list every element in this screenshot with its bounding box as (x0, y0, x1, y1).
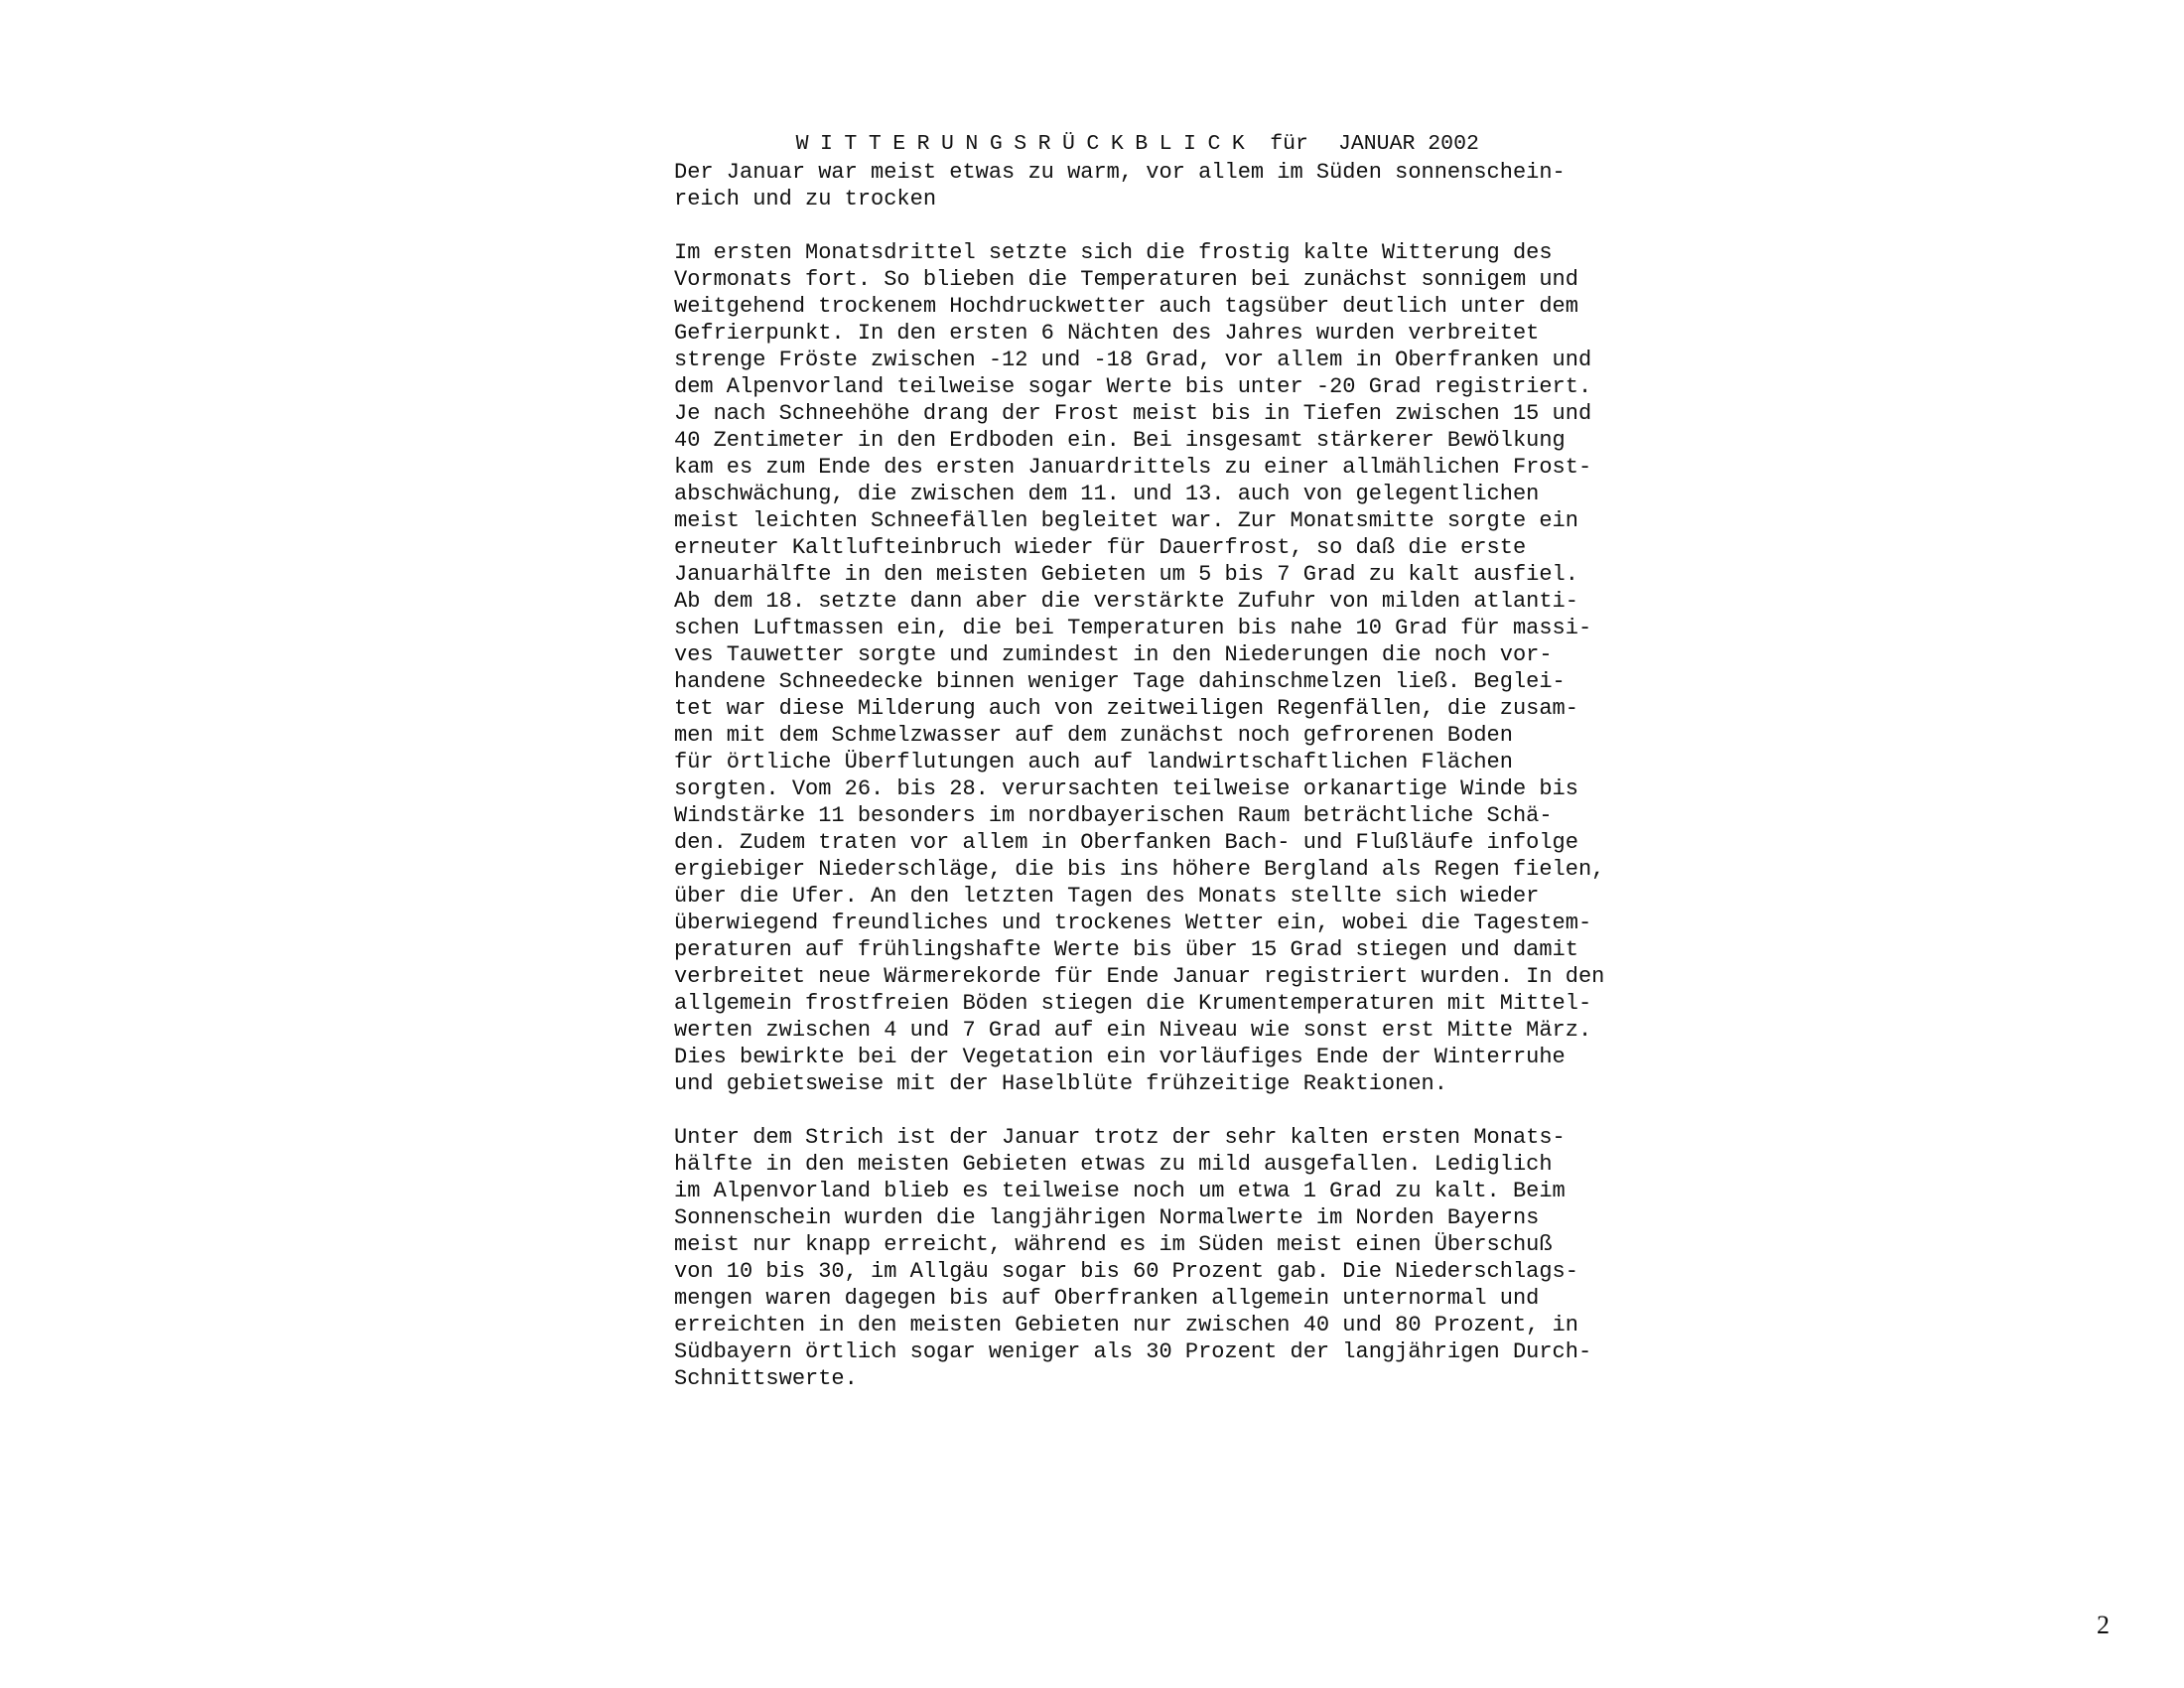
text-line: Der Januar war meist etwas zu warm, vor allem im Süden sonnenschein- (674, 160, 1566, 185)
title-for: für (1270, 132, 1308, 156)
text-line: peraturen auf frühlingshafte Werte bis über 15 Grad stiegen und damit (674, 937, 1578, 962)
text-line: abschwächung, die zwischen dem 11. und 13. auch von gelegentlichen (674, 482, 1540, 506)
text-line: und gebietsweise mit der Haselblüte frühzeitige Reaktionen. (674, 1071, 1447, 1096)
text-line: Vormonats fort. So blieben die Temperaturen bei zunächst sonnigem und (674, 267, 1578, 292)
report-body (674, 159, 1706, 1419)
text-line: Südbayern örtlich sogar weniger als 30 Prozent der langjährigen Durch- (674, 1339, 1592, 1364)
text-line: strenge Fröste zwischen -12 und -18 Grad, vor allem in Oberfranken und (674, 348, 1592, 372)
summary-paragraph (674, 159, 1706, 212)
text-line: den. Zudem traten vor allem in Oberfanken Bach- und Flußläufe infolge (674, 830, 1578, 855)
text-line: mengen waren dagegen bis auf Oberfranken allgemein unternormal und (674, 1286, 1540, 1311)
text-line: tet war diese Milderung auch von zeitweiligen Regenfällen, die zusam- (674, 696, 1578, 721)
text-line: ergiebiger Niederschläge, die bis ins höhere Bergland als Regen fielen, (674, 857, 1605, 882)
text-line: meist nur knapp erreicht, während es im Süden meist einen Überschuß (674, 1232, 1553, 1257)
text-line: ves Tauwetter sorgte und zumindest in den Niederungen die noch vor- (674, 642, 1553, 667)
text-line: erreichten in den meisten Gebieten nur zwischen 40 und 80 Prozent, in (674, 1313, 1578, 1337)
text-line: verbreitet neue Wärmerekorde für Ende Januar registriert wurden. In den (674, 964, 1605, 989)
text-line: Gefrierpunkt. In den ersten 6 Nächten des Jahres wurden verbreitet (674, 321, 1540, 346)
text-line: Im ersten Monatsdrittel setzte sich die frostig kalte Witterung des (674, 240, 1553, 265)
text-line: Schnittswerte. (674, 1366, 858, 1391)
text-line: Je nach Schneehöhe drang der Frost meist bis in Tiefen zwischen 15 und (674, 401, 1592, 426)
text-line: überwiegend freundliches und trockenes Wetter ein, wobei die Tagestem- (674, 911, 1592, 935)
text-line: Sonnenschein wurden die langjährigen Normalwerte im Norden Bayerns (674, 1205, 1540, 1230)
text-line: im Alpenvorland blieb es teilweise noch um etwa 1 Grad zu kalt. Beim (674, 1179, 1566, 1203)
page-number: 2 (2097, 1611, 2110, 1639)
text-line: Dies bewirkte bei der Vegetation ein vorläufiges Ende der Winterruhe (674, 1045, 1566, 1069)
title-main: WITTERUNGSRÜCKBLICK (795, 132, 1257, 156)
text-line: über die Ufer. An den letzten Tagen des Monats stellte sich wieder (674, 884, 1540, 909)
text-line: hälfte in den meisten Gebieten etwas zu mild ausgefallen. Lediglich (674, 1152, 1553, 1177)
text-line: werten zwischen 4 und 7 Grad auf ein Niveau wie sonst erst Mitte März. (674, 1018, 1592, 1043)
text-line: für örtliche Überflutungen auch auf landwirtschaftlichen Flächen (674, 750, 1513, 774)
text-line: allgemein frostfreien Böden stiegen die Krumentemperaturen mit Mittel- (674, 991, 1592, 1016)
text-line: schen Luftmassen ein, die bei Temperaturen bis nahe 10 Grad für massi- (674, 616, 1592, 640)
text-line: sorgten. Vom 26. bis 28. verursachten teilweise orkanartige Winde bis (674, 776, 1578, 801)
text-line: erneuter Kaltlufteinbruch wieder für Dauerfrost, so daß die erste (674, 535, 1527, 560)
text-line: weitgehend trockenem Hochdruckwetter auch tagsüber deutlich unter dem (674, 294, 1578, 319)
title-month: JANUAR 2002 (1337, 132, 1479, 156)
text-line: handene Schneedecke binnen weniger Tage dahinschmelzen ließ. Beglei- (674, 669, 1566, 694)
text-line: von 10 bis 30, im Allgäu sogar bis 60 Prozent gab. Die Niederschlags- (674, 1259, 1578, 1284)
text-line: Unter dem Strich ist der Januar trotz der sehr kalten ersten Monats- (674, 1125, 1566, 1150)
text-line: 40 Zentimeter in den Erdboden ein. Bei insgesamt stärkerer Bewölkung (674, 428, 1566, 453)
text-line: dem Alpenvorland teilweise sogar Werte bis unter -20 Grad registriert. (674, 374, 1592, 399)
text-line: meist leichten Schneefällen begleitet war. Zur Monatsmitte sorgte ein (674, 508, 1578, 533)
text-line: Ab dem 18. setzte dann aber die verstärkte Zufuhr von milden atlanti- (674, 589, 1578, 614)
text-paragraph (674, 239, 1706, 1097)
text-line: reich und zu trocken (674, 187, 937, 211)
text-line: Windstärke 11 besonders im nordbayerischen Raum beträchtliche Schä- (674, 803, 1553, 828)
text-paragraph (674, 1124, 1706, 1392)
text-line: men mit dem Schmelzwasser auf dem zunächst noch gefrorenen Boden (674, 723, 1513, 748)
text-line: Januarhälfte in den meisten Gebieten um 5 bis 7 Grad zu kalt ausfiel. (674, 562, 1578, 587)
text-line: kam es zum Ende des ersten Januardrittels zu einer allmählichen Frost- (674, 455, 1592, 480)
